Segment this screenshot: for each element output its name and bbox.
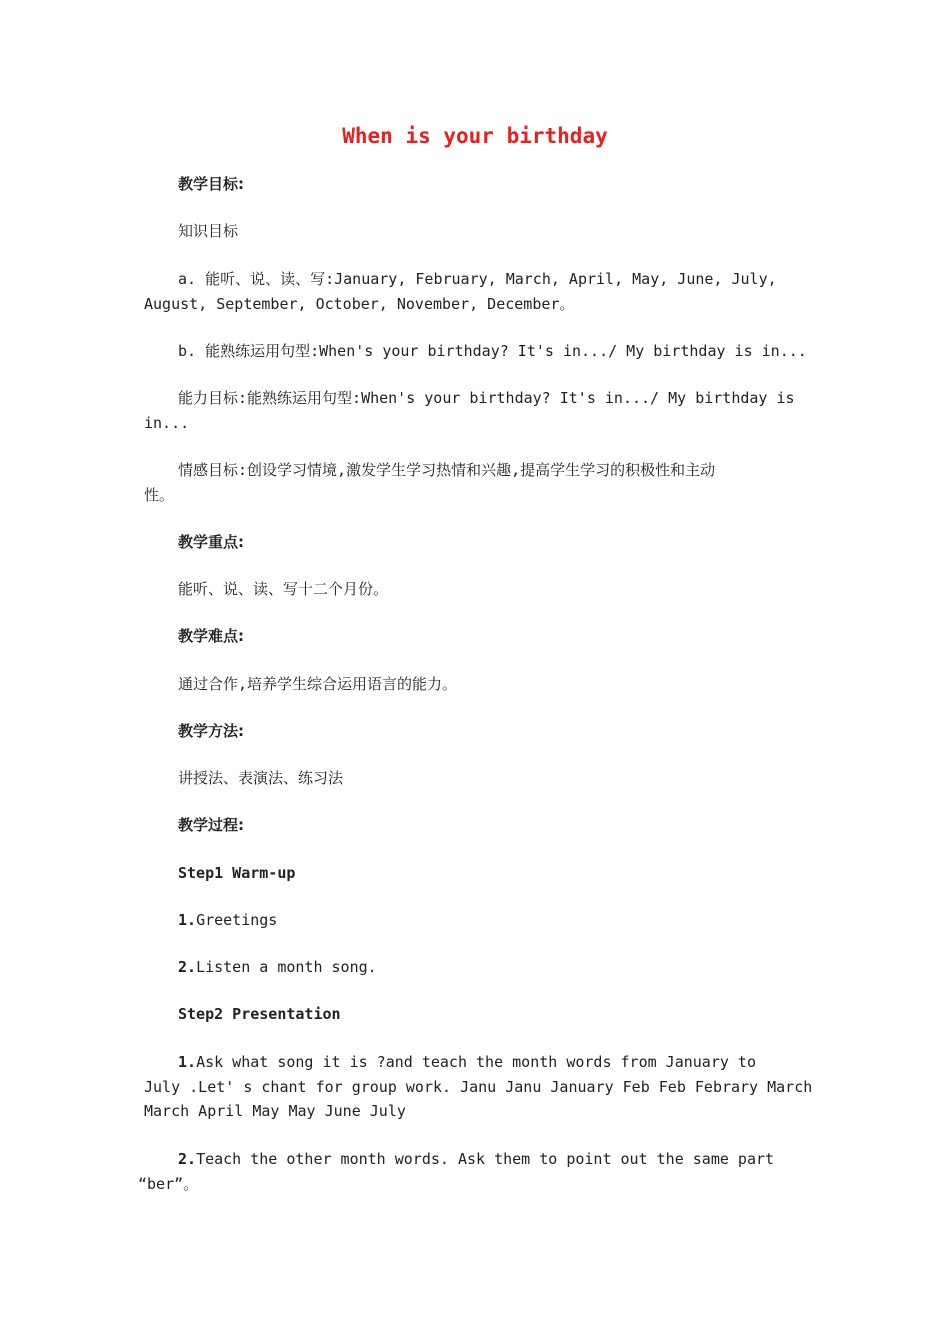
knowledge-objective-label: 知识目标 xyxy=(178,222,239,240)
objective-a-line2: August, September, October, November, December。 xyxy=(144,295,575,313)
step2-item-1-line3: March April May May June July xyxy=(144,1102,406,1120)
difficulties-heading: 教学难点: xyxy=(178,627,244,645)
document-title: When is your birthday xyxy=(342,124,608,148)
item-text: Ask what song it is ?and teach the month words from January to xyxy=(196,1053,756,1071)
step2-item-2-line1 xyxy=(178,1147,774,1171)
emotion-objective-line1: 情感目标:创设学习情境,激发学生学习热情和兴趣,提高学生学习的积极性和主动 xyxy=(178,461,716,479)
objectives-heading: 教学目标: xyxy=(178,175,244,193)
key-points-text: 能听、说、读、写十二个月份。 xyxy=(178,580,389,598)
key-points-heading: 教学重点: xyxy=(178,533,244,551)
item-text: Listen a month song. xyxy=(196,958,377,976)
methods-heading: 教学方法: xyxy=(178,722,244,740)
objective-a-line1: a. 能听、说、读、写:January, February, March, April, May, June, July, xyxy=(178,270,777,288)
item-number: 2. xyxy=(178,958,197,976)
methods-text: 讲授法、表演法、练习法 xyxy=(178,769,344,787)
item-number: 1. xyxy=(178,1053,197,1071)
step1-heading: Step1 Warm-up xyxy=(178,864,296,882)
ability-objective-line2: in... xyxy=(144,414,190,432)
step1-item-1 xyxy=(178,908,277,932)
step1-item-2 xyxy=(178,955,377,979)
step2-item-1-line2: July .Let' s chant for group work. Janu Janu January Feb Feb Febrary March xyxy=(144,1078,813,1096)
item-text: Teach the other month words. Ask them to point out the same part xyxy=(196,1150,775,1168)
step2-item-2-line2: “ber”。 xyxy=(138,1175,199,1193)
objective-b-line: b. 能熟练运用句型:When's your birthday? It's in.../ My birthday is in... xyxy=(178,342,807,360)
item-text: Greetings xyxy=(196,911,278,929)
difficulties-text: 通过合作,培养学生综合运用语言的能力。 xyxy=(178,675,458,693)
step2-heading: Step2 Presentation xyxy=(178,1005,341,1023)
item-number: 2. xyxy=(178,1150,197,1168)
step2-item-1-line1 xyxy=(178,1050,756,1074)
process-heading: 教学过程: xyxy=(178,816,244,834)
item-number: 1. xyxy=(178,911,197,929)
ability-objective-line1: 能力目标:能熟练运用句型:When's your birthday? It's in.../ My birthday is xyxy=(178,389,795,407)
emotion-objective-line2: 性。 xyxy=(144,486,175,504)
